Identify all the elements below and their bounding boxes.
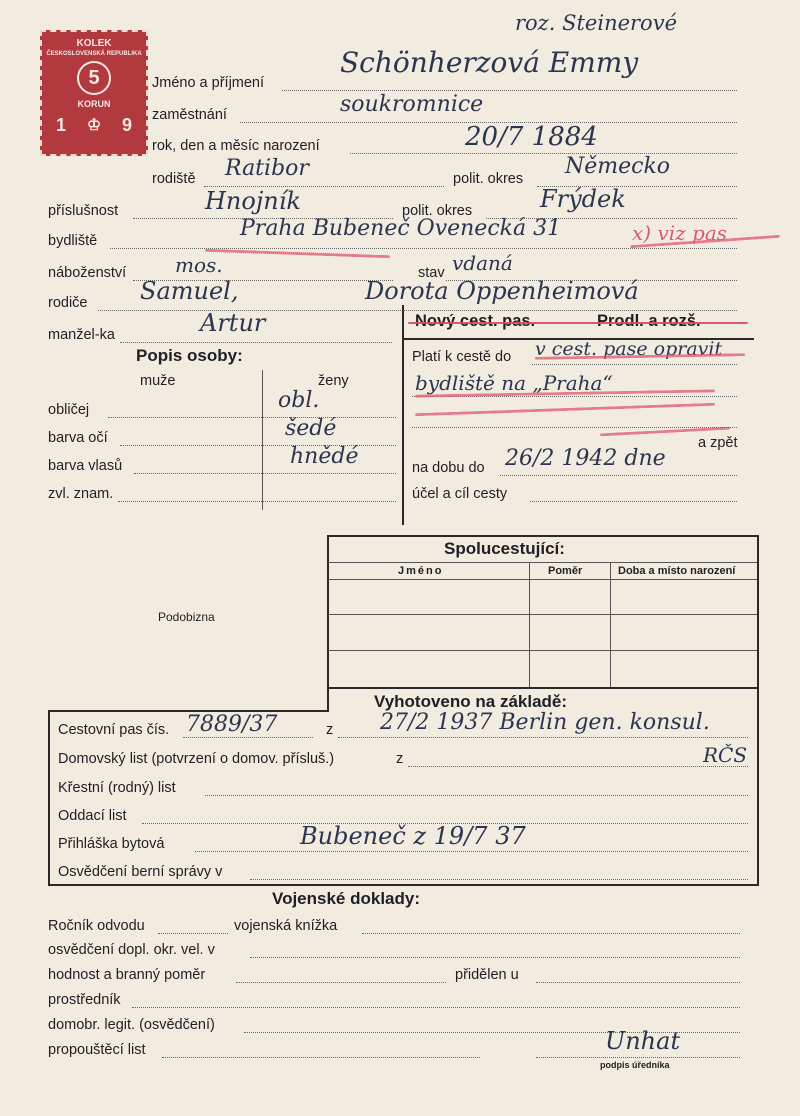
military-book-label: vojenská knížka xyxy=(234,918,338,934)
spouse-value: Artur xyxy=(200,309,266,337)
extend-passport-header: Prodl. a rozš. xyxy=(597,312,701,330)
mediator-label: prostředník xyxy=(48,992,121,1008)
stamp-year-left: 1 xyxy=(56,115,67,135)
birthplace-value: Ratibor xyxy=(225,156,309,181)
valid-value-line2: bydliště na „Praha“ xyxy=(415,371,613,395)
status-value: vdaná xyxy=(452,251,513,275)
basis-title: Vyhotoveno na základě: xyxy=(374,692,568,711)
photo-label: Podobizna xyxy=(158,610,215,624)
military-title: Vojenské doklady: xyxy=(272,889,421,908)
residence-note: x) viz pas xyxy=(632,221,728,245)
registration-value: Bubeneč z 19/7 37 xyxy=(300,822,526,850)
home-list-value: RČS xyxy=(703,743,748,767)
birthplace-label: rodiště xyxy=(152,171,196,187)
status-label: stav xyxy=(418,265,445,281)
pol-district-label: polit. okres xyxy=(453,171,524,187)
return-label: a zpět xyxy=(698,435,738,451)
pol-district2-label: polit. okres xyxy=(402,203,473,219)
male-column-label: muže xyxy=(140,373,176,389)
passport-from-value: 27/2 1937 Berlin gen. konsul. xyxy=(380,710,710,735)
home-list-from-label: z xyxy=(396,751,404,767)
registration-label: Přihláška bytová xyxy=(58,836,165,852)
companions-col-birth: Doba a místo narození xyxy=(618,565,736,577)
eyes-value: šedé xyxy=(285,416,337,441)
revenue-stamp xyxy=(40,30,148,156)
hair-label: barva vlasů xyxy=(48,458,123,474)
parents-value-mother: Dorota Oppenheimová xyxy=(365,277,639,305)
name-label: Jméno a příjmení xyxy=(152,75,265,91)
spouse-label: manžel-ka xyxy=(48,327,115,343)
stamp-arc-text: ČESKOSLOVENSKÁ REPUBLIKA xyxy=(46,51,142,57)
passport-number-value: 7889/37 xyxy=(186,712,278,737)
signature-label: podpis úředníka xyxy=(600,1060,670,1070)
legit-label: domobr. legit. (osvědčení) xyxy=(48,1017,215,1033)
purpose-label: účel a cíl cesty xyxy=(412,486,508,502)
marks-label: zvl. znam. xyxy=(48,486,114,502)
valid-value: v cest. pase opravit xyxy=(535,338,723,360)
assigned-label: přidělen u xyxy=(455,967,519,983)
occupation-label: zaměstnání xyxy=(152,107,227,123)
marriage-label: Oddací list xyxy=(58,808,127,824)
stamp-value: 5 xyxy=(77,61,111,95)
release-label: propouštěcí list xyxy=(48,1042,146,1058)
passport-number-label: Cestovní pas čís. xyxy=(58,722,170,738)
companions-title: Spolucestující: xyxy=(444,539,565,558)
religion-label: náboženství xyxy=(48,265,127,281)
pol-district2-value: Frýdek xyxy=(540,185,626,213)
companions-col-name: Jméno xyxy=(398,565,444,577)
face-value: obl. xyxy=(278,388,320,413)
conscription-year-label: Ročník odvodu xyxy=(48,918,145,934)
hair-value: hnědé xyxy=(290,444,359,469)
description-title: Popis osoby: xyxy=(136,346,243,365)
pol-district-value: Německo xyxy=(565,154,671,179)
religion-value: mos. xyxy=(175,253,223,277)
belonging-label: příslušnost xyxy=(48,203,119,219)
female-column-label: ženy xyxy=(318,373,349,389)
face-label: obličej xyxy=(48,402,90,418)
stamp-year-right: 9 xyxy=(121,115,132,135)
tax-cert-label: Osvědčení berní správy v xyxy=(58,864,223,880)
lion-emblem-icon: ♔ xyxy=(86,117,102,134)
rank-label: hodnost a branný poměr xyxy=(48,967,206,983)
stamp-top-text: KOLEK xyxy=(76,38,112,49)
valid-label: Platí k cestě do xyxy=(412,349,512,365)
baptism-label: Křestní (rodný) list xyxy=(58,780,176,796)
birth-value: 20/7 1884 xyxy=(465,122,598,152)
new-passport-header: Nový cest. pas. xyxy=(415,312,536,330)
eyes-label: barva očí xyxy=(48,430,108,446)
passport-from-label: z xyxy=(326,722,334,738)
residence-value: Praha Bubeneč Ovenecká 31 xyxy=(240,216,562,241)
cert-label: osvědčení dopl. okr. vel. v xyxy=(48,942,215,958)
stamp-unit: KORUN xyxy=(77,99,111,109)
companions-col-relation: Poměr xyxy=(548,565,583,577)
signature-value: Unhat xyxy=(605,1027,681,1055)
parents-value-father: Samuel, xyxy=(140,277,239,305)
period-label: na dobu do xyxy=(412,460,485,476)
home-list-label: Domovský list (potvrzení o domov. přísluš.) xyxy=(58,751,335,767)
residence-label: bydliště xyxy=(48,233,98,249)
top-note: roz. Steinerové xyxy=(515,11,677,35)
birth-label: rok, den a měsíc narození xyxy=(152,138,320,154)
period-value: 26/2 1942 dne xyxy=(505,446,666,471)
belonging-value: Hnojník xyxy=(205,187,301,215)
occupation-value: soukromnice xyxy=(340,92,484,117)
parents-label: rodiče xyxy=(48,295,88,311)
name-value: Schönherzová Emmy xyxy=(340,46,639,79)
